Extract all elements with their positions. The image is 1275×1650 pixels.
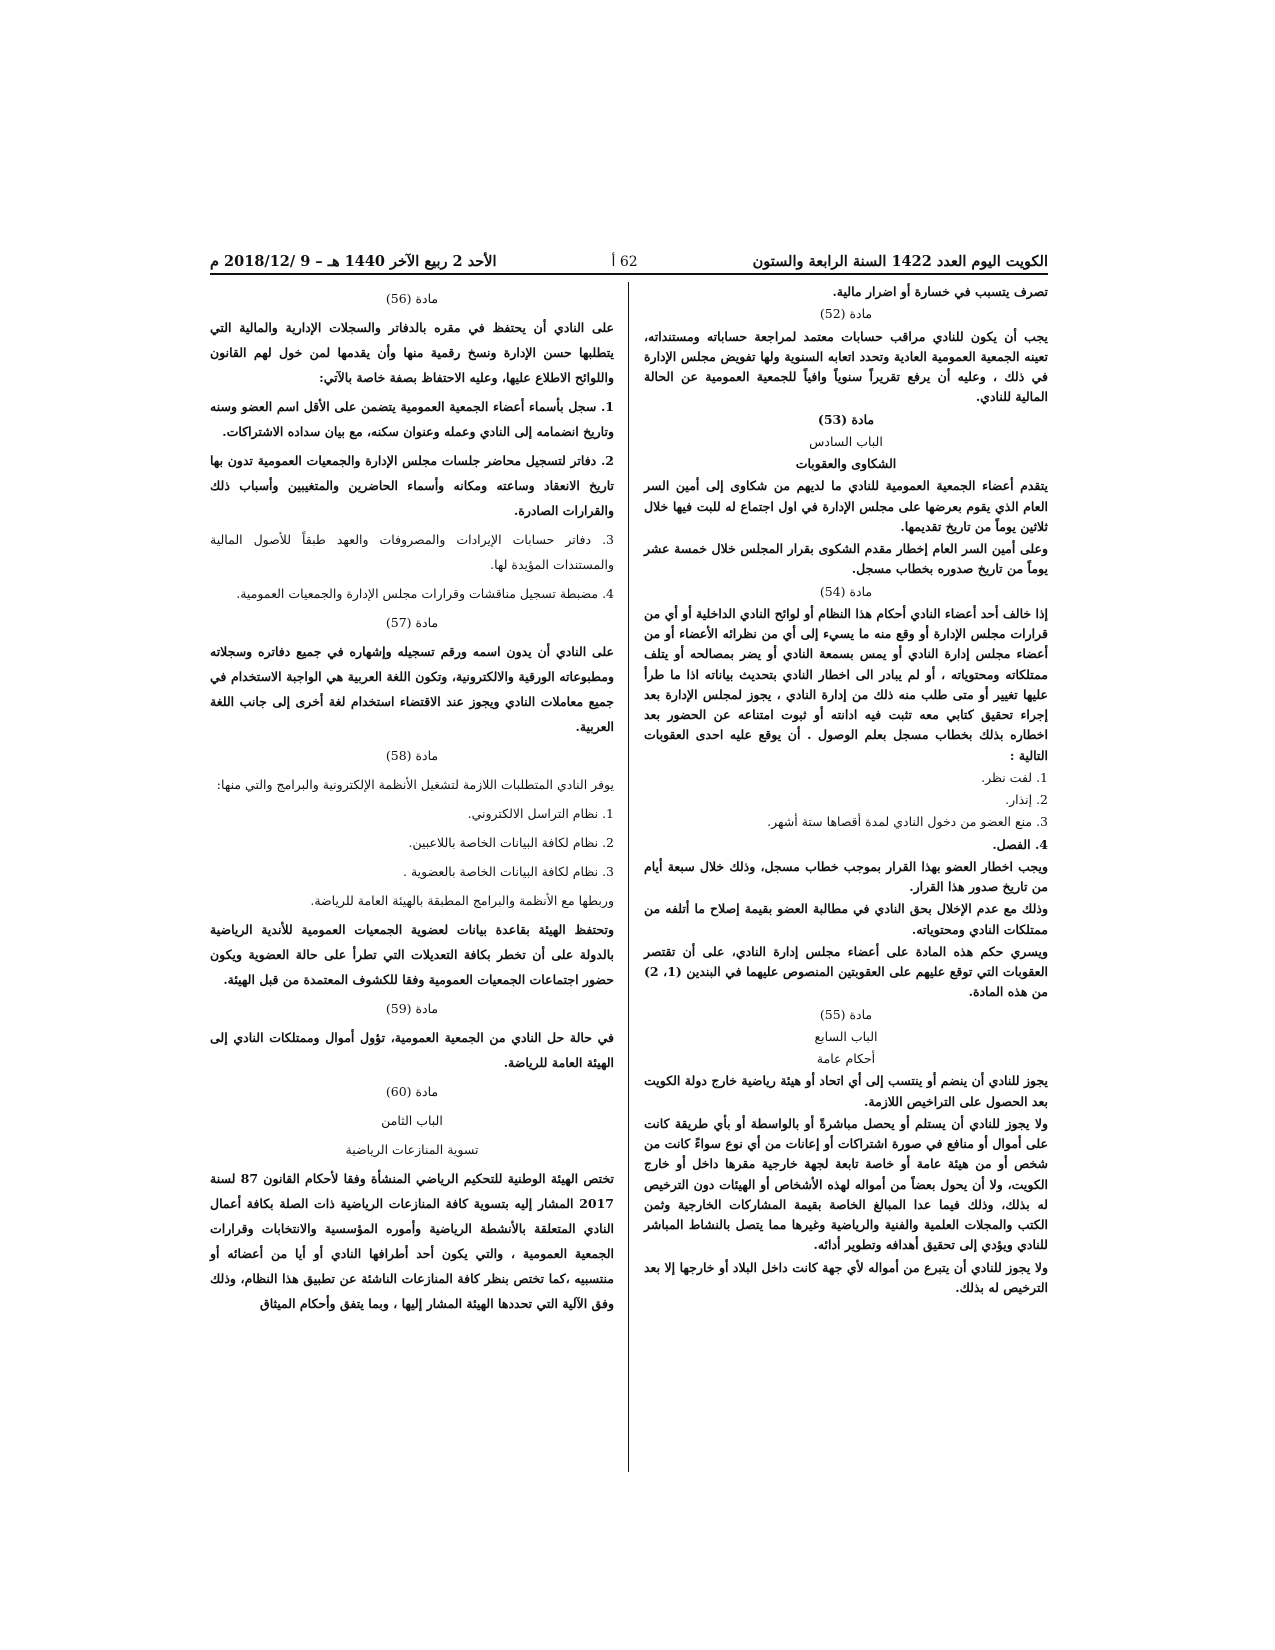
list-item: 1. لفت نظر.	[981, 769, 1048, 785]
paragraph: يوفر النادي المتطلبات اللازمة لتشغيل الأنظمة الإلكترونية والبرامج والتي منها:	[216, 777, 614, 792]
gazette-page	[210, 244, 1048, 1488]
article-heading: مادة (54)	[819, 583, 873, 599]
paragraph: وذلك مع عدم الإخلال بحق النادي في مطالبة العضو بقيمة إصلاح ما أتلفه من ممتلكات النادي ومحتوياته.	[644, 901, 1048, 937]
list-item: 2. دفاتر لتسجيل محاضر جلسات مجلس الإدارة والجمعيات العمومية تدون بها تاريخ الانعقاد وساعته ومكانه وأسماء الحاضرين والمتغيبين وأسباب ذلك والقرارات الصادرة.	[210, 453, 614, 518]
right-column	[644, 282, 1048, 1300]
paragraph: يجوز للنادي أن ينضم أو ينتسب إلى أي اتحاد أو هيئة رياضية خارج دولة الكويت بعد الحصول على التراخيص اللازمة.	[644, 1073, 1048, 1109]
article-heading: مادة (55)	[819, 1006, 873, 1022]
list-item: 1. سجل بأسماء أعضاء الجمعية العمومية يتضمن على الأقل اسم العضو وسنه وتاريخ انضمامه إلى النادي وعمله وعنوان سكنه، مع بيان سداده الاشتراكات.	[210, 399, 614, 439]
article-heading: مادة (57)	[385, 615, 439, 630]
paragraph: ويجب اخطار العضو بهذا القرار بموجب خطاب مسجل، وذلك خلال سبعة أيام من تاريخ صدور هذا القرار.	[644, 858, 1048, 894]
list-item: 3. دفاتر حسابات الإيرادات والمصروفات والعهد طبقاً للأصول المالية والمستندات المؤيدة لها.	[210, 532, 614, 572]
chapter-heading: الباب السادس	[809, 433, 883, 449]
chapter-heading: الباب الثامن	[381, 1113, 443, 1128]
chapter-title: تسوية المنازعات الرياضية	[345, 1142, 479, 1157]
header-rule	[210, 273, 1048, 275]
paragraph: على النادي أن يدون اسمه ورقم تسجيله وإشهاره في جميع دفاتره وسجلاته ومطبوعاته الورقية والالكترونية، وتكون اللغة العربية هي الواجبة الاستخدام في جميع معاملات النادي ويجوز عند الاقتضاء استخدام لغة أخرى إلى جانب اللغة العربية.	[210, 644, 614, 734]
chapter-title: أحكام عامة	[816, 1051, 876, 1066]
paragraph: وربطها مع الأنظمة والبرامج المطبقة بالهيئة العامة للرياضة.	[310, 893, 614, 908]
paragraph: على النادي أن يحتفظ في مقره بالدفاتر والسجلات الإدارية والمالية التي يتطلبها حسن الإدارة ونسخ رقمية منها وأن يقدمها لمن خول لهم القانون واللوائح الاطلاع عليها، وعليه الاحتفاظ بصفة خاصة بالآتي:	[210, 320, 614, 385]
list-item: 1. نظام التراسل الالكتروني.	[467, 806, 614, 821]
page-number: 62 أ	[611, 254, 638, 270]
paragraph: تختص الهيئة الوطنية للتحكيم الرياضي المنشأة وفقا لأحكام القانون 87 لسنة 2017 المشار إليه بتسوية كافة المنازعات الرياضية ذات الصلة بكافة أعمال النادي المتعلقة بالأنشطة الرياضية وأموره المؤسسية والانتخابات وقرارات الجمعية العمومية ، والتي يكون أحد أطرافها النادي أو أيا من أعضائه أو منتسبيه ،كما تختص بنظر كافة المنازعات الناشئة عن تطبيق هذا النظام، وذلك وفق الآلية التي تحددها الهيئة المشار إليها ، وبما يتفق وأحكام الميثاق	[210, 1171, 614, 1311]
article-heading: مادة (53)	[817, 411, 875, 427]
article-heading: مادة (58)	[385, 748, 439, 763]
paragraph: تصرف يتسبب في خسارة أو اضرار مالية.	[832, 284, 1048, 299]
header-date: الأحد 2 ربيع الآخر 1440 هـ – 9 /2018/12 م	[210, 253, 497, 270]
chapter-heading: الباب السابع	[814, 1028, 878, 1044]
article-heading: مادة (52)	[819, 306, 873, 322]
paragraph: يجب أن يكون للنادي مراقب حسابات معتمد لمراجعة حساباته ومستنداته، تعينه الجمعية العمومية العادية وتحدد اتعابه السنوية ولها تفويض مجلس الإدارة في ذلك ، وعليه أن يرفع تقريراً سنوياً وافياً للجمعية العمومية عن الحالة المالية للنادي.	[644, 328, 1048, 405]
left-column	[210, 282, 614, 1320]
article-heading: مادة (56)	[385, 291, 439, 306]
list-item: 3. منع العضو من دخول النادي لمدة أقصاها ستة أشهر.	[767, 814, 1048, 830]
list-item: 4. مضبطة تسجيل مناقشات وقرارات مجلس الإدارة والجمعيات العمومية.	[236, 586, 614, 601]
article-heading: مادة (59)	[385, 1001, 439, 1016]
paragraph: ولا يجوز للنادي أن يتبرع من أمواله لأي جهة كانت داخل البلاد أو خارجها إلا بعد الترخيص له بذلك.	[644, 1259, 1048, 1295]
header-issue: الكويت اليوم العدد 1422 السنة الرابعة والستون	[752, 253, 1048, 270]
paragraph: في حالة حل النادي من الجمعية العمومية، تؤول أموال وممتلكات النادي إلى الهيئة العامة للرياضة.	[210, 1030, 614, 1070]
column-divider	[628, 282, 629, 1472]
paragraph: وعلى أمين السر العام إخطار مقدم الشكوى بقرار المجلس خلال خمسة عشر يوماً من تاريخ صدوره بخطاب مسجل.	[644, 541, 1048, 577]
paragraph: ولا يجوز للنادي أن يستلم أو يحصل مباشرةً أو بالواسطة أو بأي طريقة كانت على أموال أو منافع في صورة اشتراكات أو إعانات من أي نوع سواءً كانت من شخص أو من هيئة عامة أو خاصة تابعة لجهة خارجية مقرها داخل أو خارج الكويت، ولا أن يحول بعضاً من أمواله لهذه الأشخاص أو الهيئات دون الترخيص له بذلك، وذلك فيما عدا المبالغ الخاصة بقيمة المشاركات الخارجية وثمن الكتب والمجلات العلمية والفنية والرياضية وغيرها مما يتصل بالنشاط المباشر للنادي ويؤدي إلى تحقيق أهدافه وتطوير أدائه.	[644, 1115, 1048, 1253]
paragraph: يتقدم أعضاء الجمعية العمومية للنادي ما لديهم من شكاوى إلى أمين السر العام الذي يقوم بعرضها على مجلس الإدارة في اول اجتماع له للبت فيها خلال ثلاثين يوماً من تاريخ تقديمها.	[644, 478, 1048, 534]
paragraph: وتحتفظ الهيئة بقاعدة بيانات لعضوية الجمعيات العمومية للأندية الرياضية بالدولة على أن تخطر بكافة التعديلات التي تطرأ على حالة العضوية ويكون حضور اجتماعات الجمعيات العمومية وفقا للكشوف المعتمدة من قبل الهيئة.	[210, 922, 614, 987]
list-item: 2. نظام لكافة البيانات الخاصة باللاعبين.	[408, 835, 614, 850]
list-item: 3. نظام لكافة البيانات الخاصة بالعضوية .	[403, 864, 614, 879]
list-item: 2. إنذار.	[1005, 792, 1048, 807]
paragraph: إذا خالف أحد أعضاء النادي أحكام هذا النظام أو لوائح النادي الداخلية أو أي من قرارات مجلس الإدارة أو وقع منه ما يسيء إلى أي من نظرائه الأعضاء أو من أعضاء مجلس إدارة النادي أو يمس بسمعة النادي أو يضر بمصالحه أو يتلف ممتلكاته ومحتوياته ، أو لم يبادر الى اخطار النادي بتحديث بياناته اذا ما طرأ عليها تغيير أو متى طلب منه ذلك من إدارة النادي ، يجوز لمجلس الإدارة بعد إجراء تحقيق كتابي معه تثبت فيه ادانته أو ثبوت امتناعه عن الحضور بعد اخطاره بذلك بخطاب مسجل بعلم الوصول . أن يوقع عليه احدى العقوبات التالية :	[644, 605, 1048, 763]
article-heading: مادة (60)	[385, 1084, 439, 1099]
chapter-title: الشكاوى والعقوبات	[795, 456, 897, 471]
paragraph: ويسري حكم هذه المادة على أعضاء مجلس إدارة النادي، على أن تقتصر العقوبات التي توقع عليهم على العقوبتين المنصوص عليهما في البندين (1، 2) من هذه المادة.	[644, 943, 1048, 1000]
page-header	[210, 244, 1048, 270]
list-item: 4. الفصل.	[992, 836, 1048, 852]
